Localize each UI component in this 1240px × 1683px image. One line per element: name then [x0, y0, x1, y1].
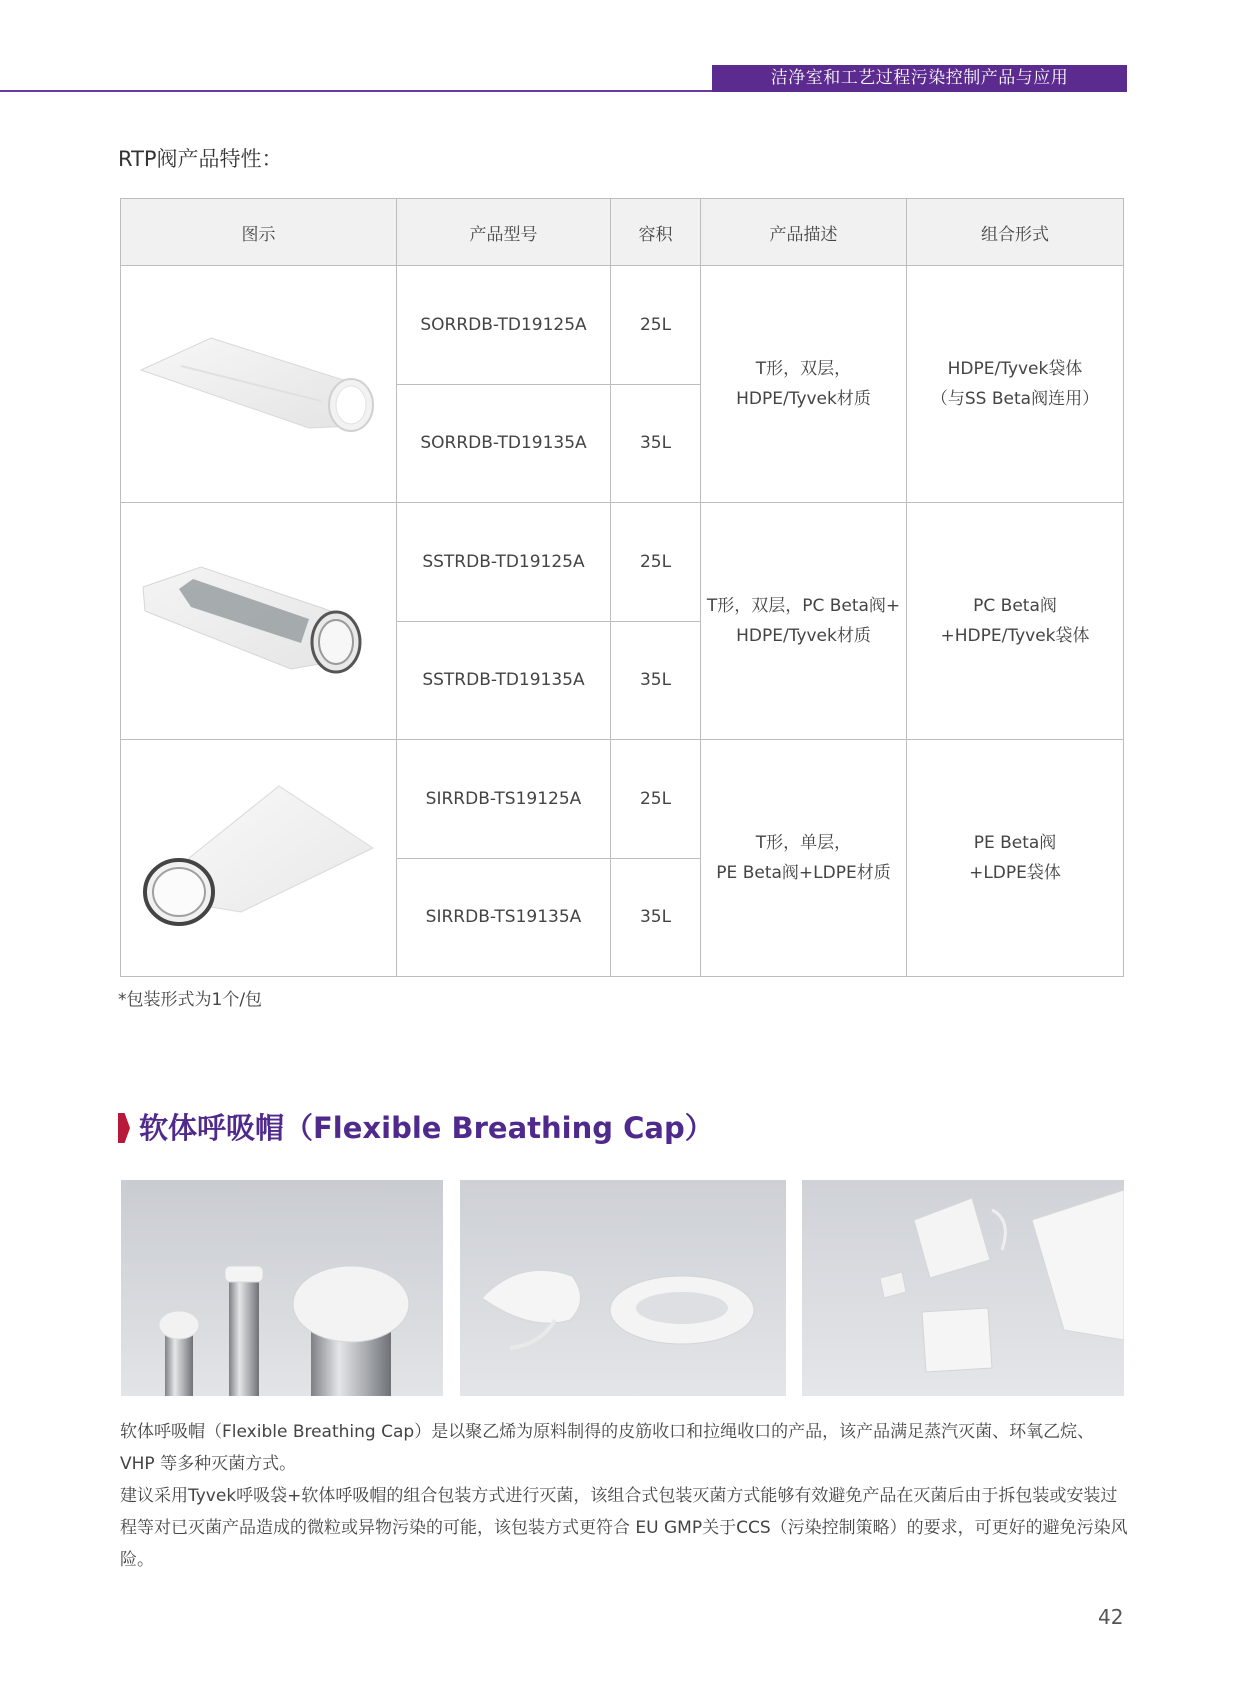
product-image-cell [121, 503, 397, 740]
fbc-description [120, 1416, 1128, 1576]
description-line: HDPE/Tyvek材质 [736, 626, 871, 646]
table-header-row [121, 199, 1124, 266]
description-cell [701, 503, 907, 740]
product-image-tyvek-bag [121, 266, 396, 497]
model-cell: SSTRDB-TD19135A [397, 621, 611, 740]
product-image-pe-beta-bag [121, 740, 396, 971]
volume-cell: 25L [611, 740, 701, 859]
description-line: T形，双层，PC Beta阀+ [706, 596, 901, 616]
description-cell [701, 266, 907, 503]
combination-line: +HDPE/Tyvek袋体 [940, 626, 1090, 646]
header-model: 产品型号 [397, 199, 611, 266]
volume-cell: 25L [611, 503, 701, 622]
photo-drawstring-caps [460, 1180, 786, 1396]
product-image-cell [121, 266, 397, 503]
header-combination: 组合形式 [907, 199, 1124, 266]
description-line: T形，双层， [755, 359, 852, 379]
volume-cell: 35L [611, 621, 701, 740]
combination-line: PC Beta阀 [973, 596, 1057, 616]
description-line: T形，单层， [755, 833, 852, 853]
combination-line: （与SS Beta阀连用） [930, 389, 1100, 409]
header-volume: 容积 [611, 199, 701, 266]
table-row [121, 266, 1124, 385]
section-marker-icon [118, 1113, 130, 1143]
packaging-note: *包装形式为1个/包 [118, 990, 263, 1010]
combination-cell [907, 503, 1124, 740]
product-table [120, 198, 1124, 977]
table-row [121, 503, 1124, 622]
combination-cell [907, 740, 1124, 977]
model-cell: SIRRDB-TS19135A [397, 858, 611, 977]
volume-cell: 25L [611, 266, 701, 385]
combination-cell [907, 266, 1124, 503]
photo-breathing-bags [802, 1180, 1124, 1396]
fbc-paragraph: 建议采用Tyvek呼吸袋+软体呼吸帽的组合包装方式进行灭菌，该组合式包装灭菌方式能够有效避免产品在灭菌后由于拆包装或安装过程等对已灭菌产品造成的微粒或异物污染的可能，该包装方式更符合 EU GMP关于CCS（污染控制策略）的要求，可更好的避免污染风险。 [120, 1486, 1128, 1570]
volume-cell: 35L [611, 384, 701, 503]
combination-line: HDPE/Tyvek袋体 [947, 359, 1083, 379]
fbc-section-title: 软体呼吸帽（Flexible Breathing Cap） [139, 1111, 714, 1145]
combination-line: +LDPE袋体 [969, 863, 1061, 883]
description-line: PE Beta阀+LDPE材质 [716, 863, 891, 883]
header-description: 产品描述 [701, 199, 907, 266]
description-line: HDPE/Tyvek材质 [736, 389, 871, 409]
model-cell: SIRRDB-TS19125A [397, 740, 611, 859]
product-image-cell [121, 740, 397, 977]
volume-cell: 35L [611, 858, 701, 977]
photo-caps-on-tubes [121, 1180, 443, 1396]
section-title: RTP阀产品特性： [118, 147, 283, 171]
product-image-pc-beta-bag [121, 503, 396, 734]
model-cell: SORRDB-TD19135A [397, 384, 611, 503]
fbc-paragraph: 软体呼吸帽（Flexible Breathing Cap）是以聚乙烯为原料制得的皮筋收口和拉绳收口的产品，该产品满足蒸汽灭菌、环氧乙烷、VHP 等多种灭菌方式。 [120, 1422, 1095, 1474]
model-cell: SSTRDB-TD19125A [397, 503, 611, 622]
combination-line: PE Beta阀 [973, 833, 1057, 853]
description-cell [701, 740, 907, 977]
model-cell: SORRDB-TD19125A [397, 266, 611, 385]
table-row [121, 740, 1124, 859]
page-number: 42 [1098, 1605, 1124, 1629]
header-image: 图示 [121, 199, 397, 266]
header-band: 洁净室和工艺过程污染控制产品与应用 [712, 65, 1127, 92]
